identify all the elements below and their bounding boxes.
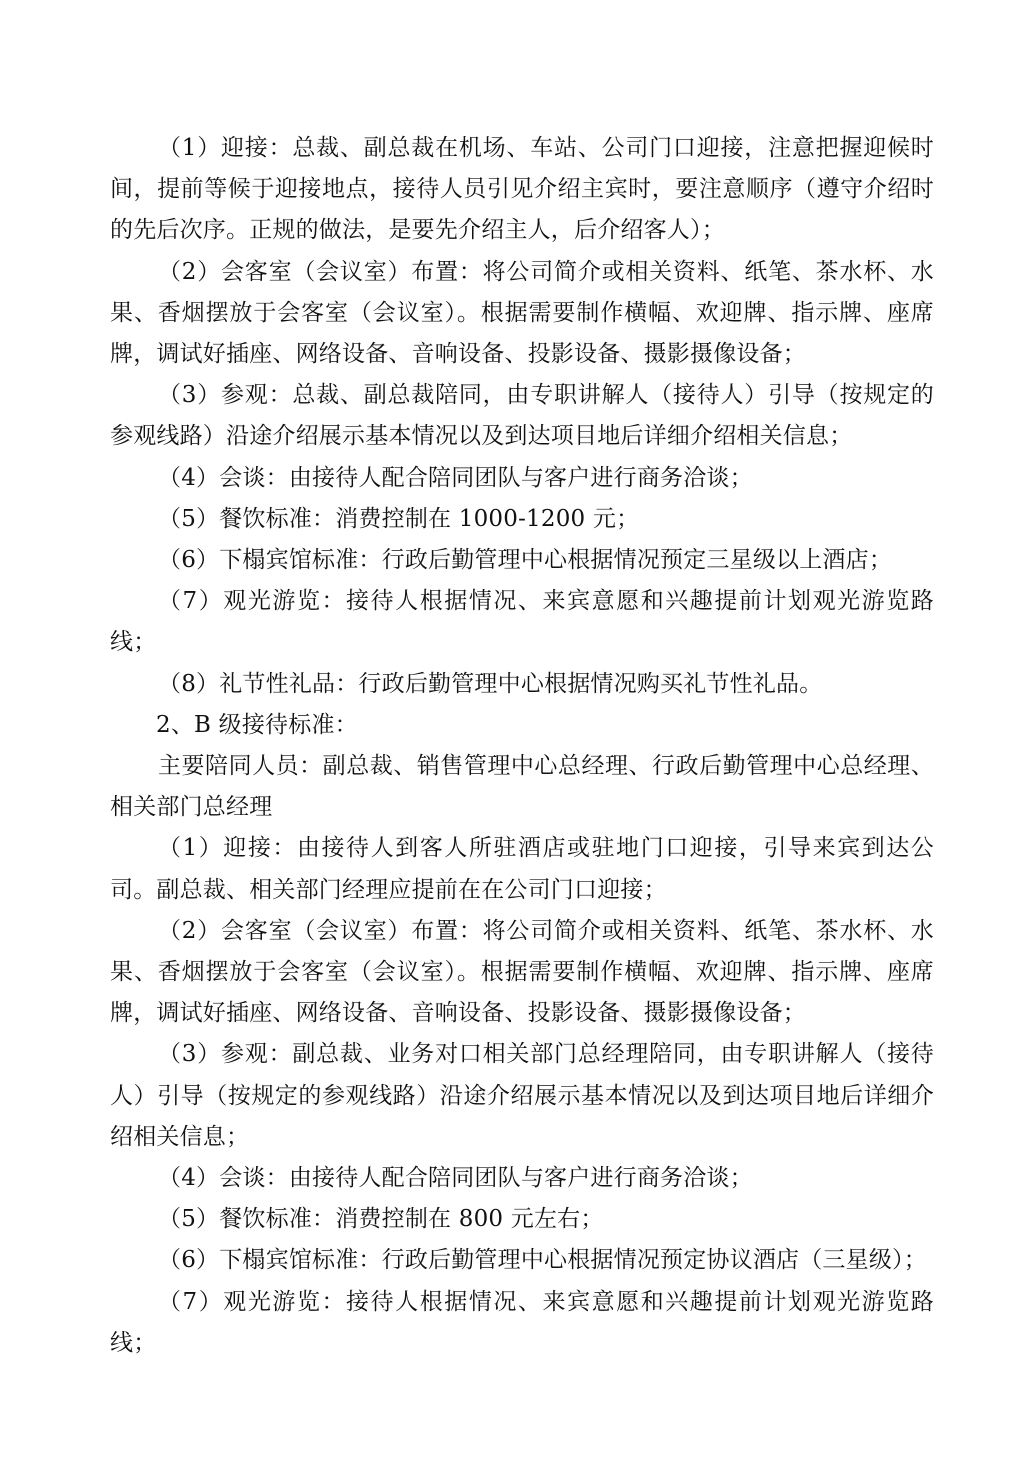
paragraph-a-dining: （5）餐饮标准：消费控制在 1000-1200 元；	[158, 505, 640, 532]
paragraph-b-visit: （3）参观：副总裁、业务对口相关部门总经理陪同，由专职讲解人（接待人）引导（按规定的参观线路）沿途介绍展示基本情况以及到达项目地后详细介绍相关信息；	[110, 1041, 934, 1150]
paragraph-a-meeting-room: （2）会客室（会议室）布置：将公司简介或相关资料、纸笔、茶水杯、水果、香烟摆放于会客室（会议室）。根据需要制作横幅、欢迎牌、指示牌、座席牌，调试好插座、网络设备、音响设备、投影设备、摄影摄像设备；	[110, 258, 934, 368]
section-heading-b-level: 2、B 级接待标准：	[156, 711, 358, 738]
paragraph-b-sightseeing: （7）观光游览：接待人根据情况、来宾意愿和兴趣提前计划观光游览路线；	[110, 1288, 934, 1356]
paragraph-b-dining: （5）餐饮标准：消费控制在 800 元左右；	[158, 1206, 604, 1233]
paragraph-b-hotel: （6）下榻宾馆标准：行政后勤管理中心根据情况预定协议酒店（三星级）；	[158, 1247, 927, 1274]
paragraph-b-accompanying-staff: 主要陪同人员：副总裁、销售管理中心总经理、行政后勤管理中心总经理、相关部门总经理	[110, 753, 934, 821]
paragraph-b-talks: （4）会谈：由接待人配合陪同团队与客户进行商务洽谈；	[158, 1165, 753, 1192]
document-page	[110, 128, 934, 1364]
paragraph-a-talks: （4）会谈：由接待人配合陪同团队与客户进行商务洽谈；	[158, 464, 753, 491]
paragraph-a-hotel: （6）下榻宾馆标准：行政后勤管理中心根据情况预定三星级以上酒店；	[158, 547, 893, 574]
paragraph-b-welcome: （1）迎接：由接待人到客人所驻酒店或驻地门口迎接，引导来宾到达公司。副总裁、相关部门经理应提前在在公司门口迎接；	[110, 835, 934, 903]
paragraph-a-welcome: （1）迎接：总裁、副总裁在机场、车站、公司门口迎接，注意把握迎候时间，提前等候于迎接地点，接待人员引见介绍主宾时，要注意顺序（遵守介绍时的先后次序。正规的做法，是要先介绍主人，后介绍客人）；	[110, 135, 934, 244]
paragraph-b-meeting-room: （2）会客室（会议室）布置：将公司简介或相关资料、纸笔、茶水杯、水果、香烟摆放于会客室（会议室）。根据需要制作横幅、欢迎牌、指示牌、座席牌，调试好插座、网络设备、音响设备、投影设备、摄影摄像设备；	[110, 917, 934, 1027]
paragraph-a-gifts: （8）礼节性礼品：行政后勤管理中心根据情况购买礼节性礼品。	[158, 670, 823, 697]
paragraph-a-sightseeing: （7）观光游览：接待人根据情况、来宾意愿和兴趣提前计划观光游览路线；	[110, 588, 934, 656]
paragraph-a-visit: （3）参观：总裁、副总裁陪同，由专职讲解人（接待人）引导（按规定的参观线路）沿途介绍展示基本情况以及到达项目地后详细介绍相关信息；	[110, 382, 934, 450]
